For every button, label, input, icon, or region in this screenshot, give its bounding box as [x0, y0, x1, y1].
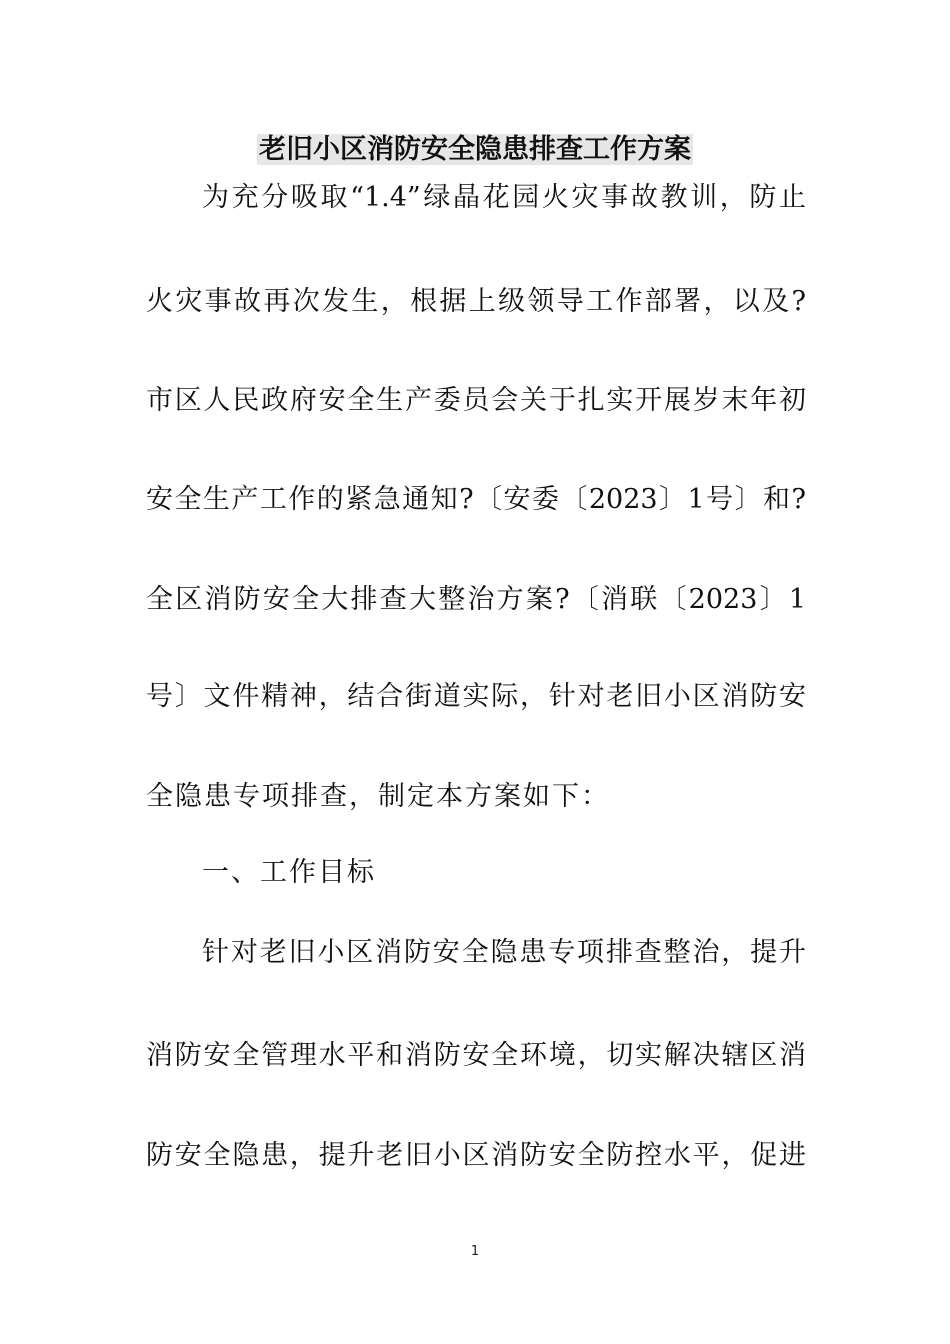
- page-number: 1: [470, 1244, 480, 1259]
- section-heading: 一、工作目标: [202, 857, 376, 888]
- paragraph-line-3: 市区人民政府安全生产委员会关于扎实开展岁末年初: [146, 385, 806, 416]
- paragraph-line-7: 全隐患专项排查，制定本方案如下：: [146, 781, 610, 812]
- paragraph-line-8: 针对老旧小区消防安全隐患专项排查整治，提升: [202, 937, 806, 968]
- document-title: [0, 130, 950, 170]
- document-title-text: 老旧小区消防安全隐患排查工作方案: [259, 134, 691, 165]
- paragraph-line-5: 全区消防安全大排查大整治方案?〔消联〔2023〕1: [146, 584, 806, 615]
- paragraph-line-10: 防安全隐患，提升老旧小区消防安全防控水平，促进: [146, 1140, 806, 1171]
- paragraph-line-1: 为充分吸取“1.4”绿晶花园火灾事故教训，防止: [202, 182, 806, 213]
- paragraph-line-9: 消防安全管理水平和消防安全环境，切实解决辖区消: [146, 1040, 806, 1071]
- paragraph-line-4: 安全生产工作的紧急通知?〔安委〔2023〕1号〕和?: [146, 484, 806, 515]
- paragraph-line-6: 号〕文件精神，结合街道实际，针对老旧小区消防安: [146, 681, 806, 712]
- paragraph-line-2: 火灾事故再次发生，根据上级领导工作部署，以及?: [146, 286, 806, 317]
